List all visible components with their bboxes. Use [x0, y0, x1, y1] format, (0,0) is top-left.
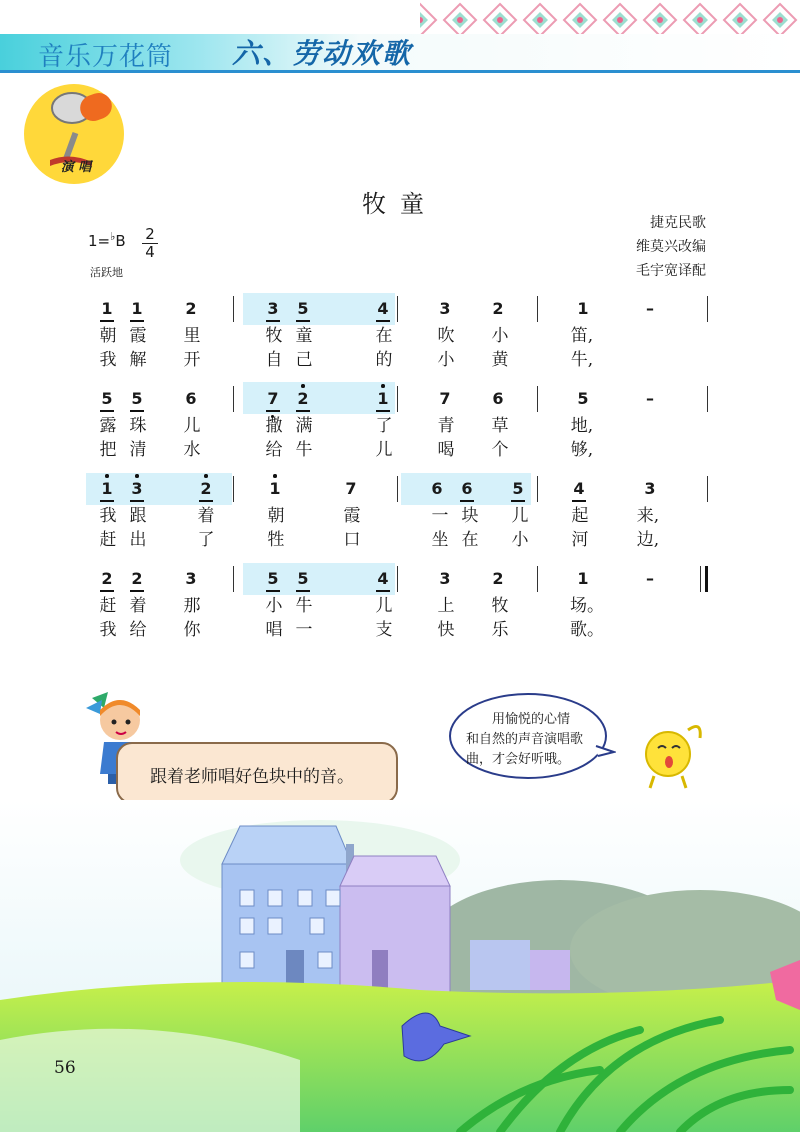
score-note: –	[646, 299, 654, 318]
lyric-char: 霞	[129, 326, 147, 346]
score-note: 2	[492, 569, 504, 588]
score-note: 5	[97, 390, 117, 408]
section-label: 音乐万花筒	[38, 42, 174, 72]
lyric-char: 朝	[267, 506, 285, 526]
tempo-marking: 活跃地	[90, 266, 123, 279]
bar-line	[707, 386, 708, 412]
bar-line	[537, 476, 538, 502]
final-bar-thin	[700, 566, 701, 592]
score-note: 6	[492, 389, 504, 408]
lyric-char: 地,	[570, 416, 594, 436]
key-signature	[88, 230, 126, 250]
lyric-char: 朝	[99, 326, 117, 346]
bar-line	[233, 296, 234, 322]
speech-text-right-1: 用愉悦的心情	[492, 712, 571, 727]
score-note: 3	[263, 300, 283, 318]
lyric-char: 笛,	[570, 326, 594, 346]
lyric-char: 歌。	[570, 620, 604, 640]
lyric-char: 一	[295, 620, 313, 640]
lyric-char: 我	[99, 620, 117, 640]
score-note: 1	[127, 300, 147, 318]
bar-line	[707, 476, 708, 502]
score-note: 2	[196, 480, 216, 498]
octave-dot-high	[135, 474, 139, 478]
speech-text-right-2: 和自然的声音演唱歌	[466, 732, 584, 747]
time-bottom: 4	[145, 243, 155, 261]
lyric-char: 儿	[511, 506, 529, 526]
lyric-char: 我	[99, 350, 117, 370]
lyric-char: 牛,	[570, 350, 594, 370]
lyric-char: 赶	[99, 530, 117, 550]
lyric-char: 珠	[129, 416, 147, 436]
bar-line	[537, 296, 538, 322]
lyric-char: 己	[295, 350, 313, 370]
final-bar-thick	[705, 566, 708, 592]
bar-line	[233, 476, 234, 502]
lyric-char: 牧	[265, 326, 283, 346]
octave-dot-high	[381, 384, 385, 388]
lyric-char: 撒	[265, 416, 283, 436]
lyric-char: 霞	[343, 506, 361, 526]
lyric-char: 赶	[99, 596, 117, 616]
lyric-char: 小	[511, 530, 529, 550]
lyric-char: 个	[491, 440, 509, 460]
lyric-char: 上	[437, 596, 455, 616]
time-top: 2	[145, 225, 155, 243]
key-note: B	[115, 232, 126, 250]
score-note: 3	[644, 479, 656, 498]
lyric-char: 青	[437, 416, 455, 436]
bar-line	[233, 566, 234, 592]
score-note: 6	[431, 479, 443, 498]
lyric-char: 你	[183, 620, 201, 640]
lyric-char: 给	[129, 620, 147, 640]
page-number: 56	[54, 1058, 76, 1078]
score-note: 2	[293, 390, 313, 408]
score-note: 3	[439, 299, 451, 318]
score-note: 3	[439, 569, 451, 588]
lyric-char: 够,	[570, 440, 594, 460]
lyric-char: 了	[197, 530, 215, 550]
lyric-char: 唱	[265, 620, 283, 640]
lyric-char: 一	[431, 506, 449, 526]
bar-line	[537, 566, 538, 592]
lyric-char: 在	[461, 530, 479, 550]
lyric-char: 坐	[431, 530, 449, 550]
score-note: 2	[185, 299, 197, 318]
lyric-char: 出	[129, 530, 147, 550]
lyric-char: 起	[571, 506, 589, 526]
bar-line	[397, 476, 398, 502]
bar-line	[537, 386, 538, 412]
lyric-char: 着	[197, 506, 215, 526]
lyric-char: 牲	[267, 530, 285, 550]
song-title: 牧童	[362, 190, 438, 218]
lyric-char: 了	[375, 416, 393, 436]
lyric-char: 儿	[375, 440, 393, 460]
score-note: 4	[373, 570, 393, 588]
lyric-char: 快	[437, 620, 455, 640]
lyric-char: 解	[129, 350, 147, 370]
lyric-char: 那	[183, 596, 201, 616]
score-note: 7	[263, 390, 283, 408]
lyric-char: 开	[183, 350, 201, 370]
credit-translator: 毛宇宽译配	[636, 263, 706, 279]
lyric-char: 清	[129, 440, 147, 460]
chapter-title: 六、劳动欢歌	[232, 37, 413, 70]
lyric-char: 边,	[636, 530, 660, 550]
lyric-char: 童	[295, 326, 313, 346]
octave-dot-high	[273, 474, 277, 478]
badge-label: 演 唱	[60, 160, 92, 175]
score-note: 5	[293, 300, 313, 318]
speech-text-right-3: 曲，才会好听哦。	[466, 752, 571, 767]
score-note: 7	[439, 389, 451, 408]
bar-line	[707, 296, 708, 322]
score-note: 1	[577, 569, 589, 588]
score-note: 2	[127, 570, 147, 588]
lyric-char: 露	[99, 416, 117, 436]
lyric-char: 我	[99, 506, 117, 526]
lyric-char: 河	[571, 530, 589, 550]
score-note: 3	[127, 480, 147, 498]
bar-line	[233, 386, 234, 412]
score-note: 5	[263, 570, 283, 588]
credit-origin: 捷克民歌	[650, 215, 706, 231]
lyric-char: 喝	[437, 440, 455, 460]
score-note: 1	[373, 390, 393, 408]
lyric-char: 小	[491, 326, 509, 346]
score-note: –	[646, 569, 654, 588]
lyric-char: 给	[265, 440, 283, 460]
lyric-char: 小	[437, 350, 455, 370]
lyric-char: 乐	[491, 620, 509, 640]
lyric-char: 儿	[183, 416, 201, 436]
score-note: 2	[97, 570, 117, 588]
score-note: 5	[127, 390, 147, 408]
lyric-char: 满	[295, 416, 313, 436]
lyric-char: 自	[265, 350, 283, 370]
flat-symbol: ♭	[110, 230, 116, 243]
lyric-char: 的	[375, 350, 393, 370]
key-prefix: 1=	[88, 232, 111, 250]
score-note: 3	[185, 569, 197, 588]
lyric-char: 牛	[295, 596, 313, 616]
lyric-char: 牧	[491, 596, 509, 616]
score-note: 6	[185, 389, 197, 408]
lyric-char: 在	[375, 326, 393, 346]
lyric-char: 支	[375, 620, 393, 640]
landscape-illustration	[0, 800, 800, 1132]
score-note: 2	[492, 299, 504, 318]
lyric-char: 水	[183, 440, 201, 460]
lyric-char: 牛	[295, 440, 313, 460]
lyric-char: 口	[343, 530, 361, 550]
score-note: –	[646, 389, 654, 408]
lyric-char: 吹	[437, 326, 455, 346]
score-note: 4	[569, 480, 589, 498]
lyric-char: 来,	[636, 506, 660, 526]
lyric-char: 小	[265, 596, 283, 616]
octave-dot-high	[105, 474, 109, 478]
score-note: 1	[97, 480, 117, 498]
score-note: 7	[345, 479, 357, 498]
score-note: 1	[265, 480, 285, 498]
credit-arranger: 维莫兴改编	[636, 239, 706, 255]
lyric-char: 场。	[570, 596, 604, 616]
octave-dot-high	[301, 384, 305, 388]
score-note: 1	[97, 300, 117, 318]
lyric-char: 着	[129, 596, 147, 616]
score-note: 5	[577, 389, 589, 408]
musical-note-character-illustration	[630, 720, 710, 790]
speech-text-left: 跟着老师唱好色块中的音。	[150, 767, 354, 787]
lyric-char: 黄	[491, 350, 509, 370]
score-note: 5	[293, 570, 313, 588]
score-note: 1	[577, 299, 589, 318]
score-note: 6	[457, 480, 477, 498]
lyric-char: 草	[491, 416, 509, 436]
time-signature	[142, 226, 158, 261]
lyric-char: 把	[99, 440, 117, 460]
lyric-char: 儿	[375, 596, 393, 616]
score-note: 4	[373, 300, 393, 318]
score-note: 5	[508, 480, 528, 498]
lyric-char: 里	[183, 326, 201, 346]
lyric-char: 块	[461, 506, 479, 526]
bar-line	[397, 386, 398, 412]
octave-dot-high	[204, 474, 208, 478]
bar-line	[397, 566, 398, 592]
bar-line	[397, 296, 398, 322]
lyric-char: 跟	[129, 506, 147, 526]
